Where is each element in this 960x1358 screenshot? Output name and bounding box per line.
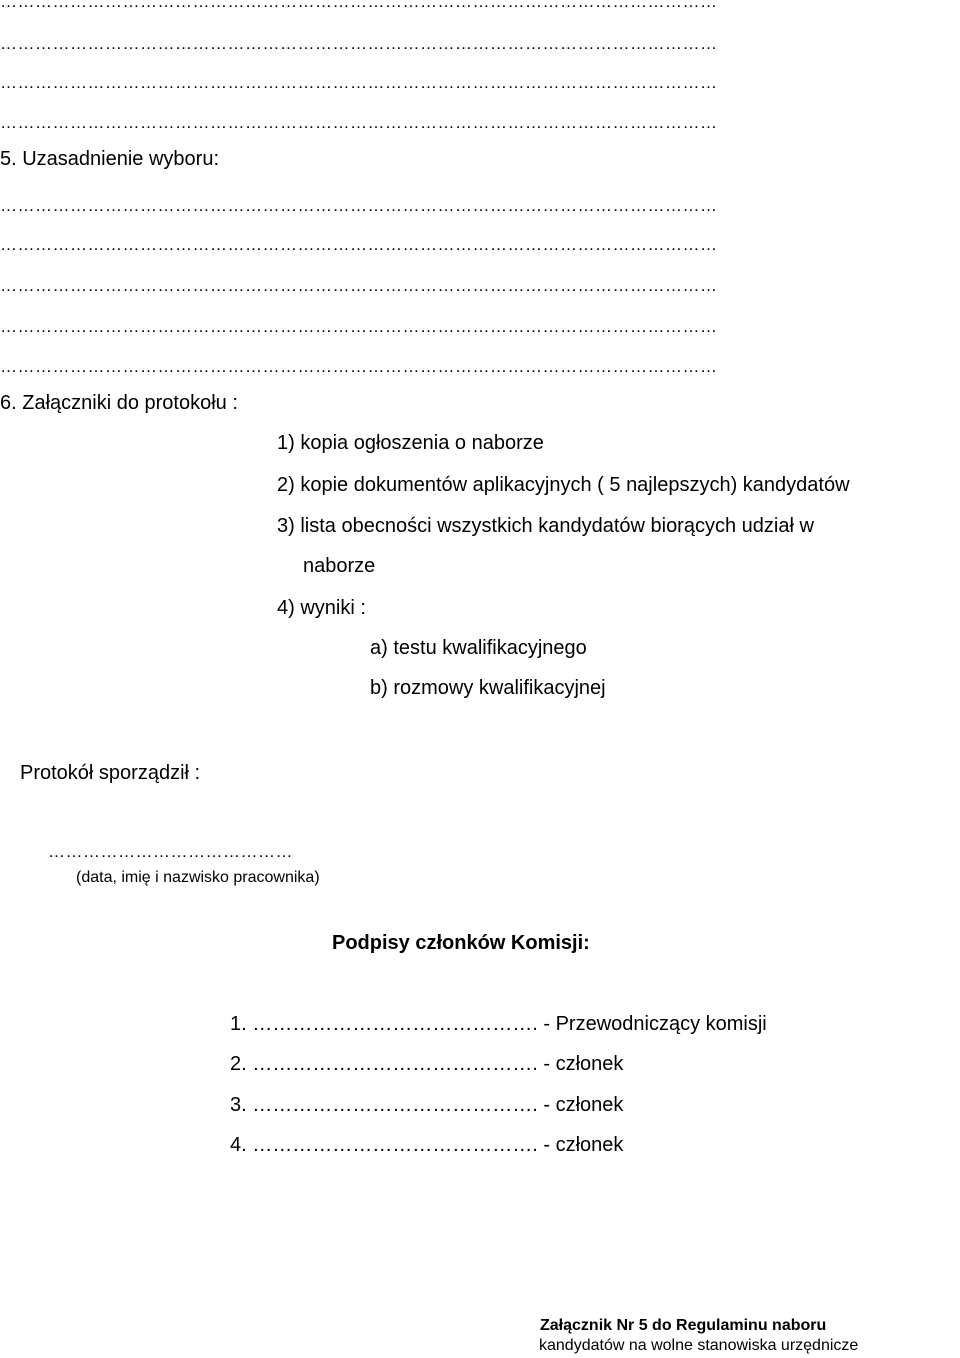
attachment-item: 2) kopie dokumentów aplikacyjnych ( 5 najlepszych) kandydatów	[277, 474, 850, 496]
attachment-subitem: a) testu kwalifikacyjnego	[370, 637, 587, 659]
section-6-heading: 6. Załączniki do protokołu :	[0, 392, 238, 414]
commission-signature-line: 4. ……………………………………. - członek	[230, 1134, 624, 1156]
commission-signature-line: 3. ……………………………………. - członek	[230, 1094, 624, 1116]
dotted-line: ……………………………………………………………………………………………………………	[0, 235, 718, 254]
signature-caption: (data, imię i nazwisko pracownika)	[76, 869, 320, 886]
section-5-heading: 5. Uzasadnienie wyboru:	[0, 148, 220, 170]
appendix-title: Załącznik Nr 5 do Regulaminu naboru	[540, 1317, 827, 1334]
protocol-author-label: Protokół sporządził :	[20, 762, 201, 784]
dotted-line: ……………………………………………………………………………………………………………	[0, 357, 718, 376]
dotted-line: ……………………………………………………………………………………………………………	[0, 276, 718, 295]
commission-signature-line: 2. ……………………………………. - członek	[230, 1053, 624, 1075]
attachment-item: 3) lista obecności wszystkich kandydatów biorących udział w	[277, 515, 814, 537]
dotted-line: ……………………………………………………………………………………………………………	[0, 34, 718, 53]
dotted-line: ……………………………………………………………………………………………………………	[0, 113, 718, 132]
commission-heading: Podpisy członków Komisji:	[332, 932, 590, 954]
appendix-subtitle: kandydatów na wolne stanowiska urzędnicze	[539, 1337, 859, 1354]
attachment-item: 4) wyniki :	[277, 597, 366, 619]
commission-signature-line: 1. ……………………………………. - Przewodniczący komisji	[230, 1013, 767, 1035]
dotted-line: ……………………………………………………………………………………………………………	[0, 0, 718, 11]
dotted-line: ……………………………………………………………………………………………………………	[0, 196, 718, 215]
attachment-item-continuation: naborze	[303, 555, 376, 577]
signature-line: ……………………………………	[48, 842, 293, 861]
attachment-subitem: b) rozmowy kwalifikacyjnej	[370, 677, 606, 699]
dotted-line: ……………………………………………………………………………………………………………	[0, 317, 718, 336]
attachment-item: 1) kopia ogłoszenia o naborze	[277, 432, 544, 454]
dotted-line: ……………………………………………………………………………………………………………	[0, 73, 718, 92]
